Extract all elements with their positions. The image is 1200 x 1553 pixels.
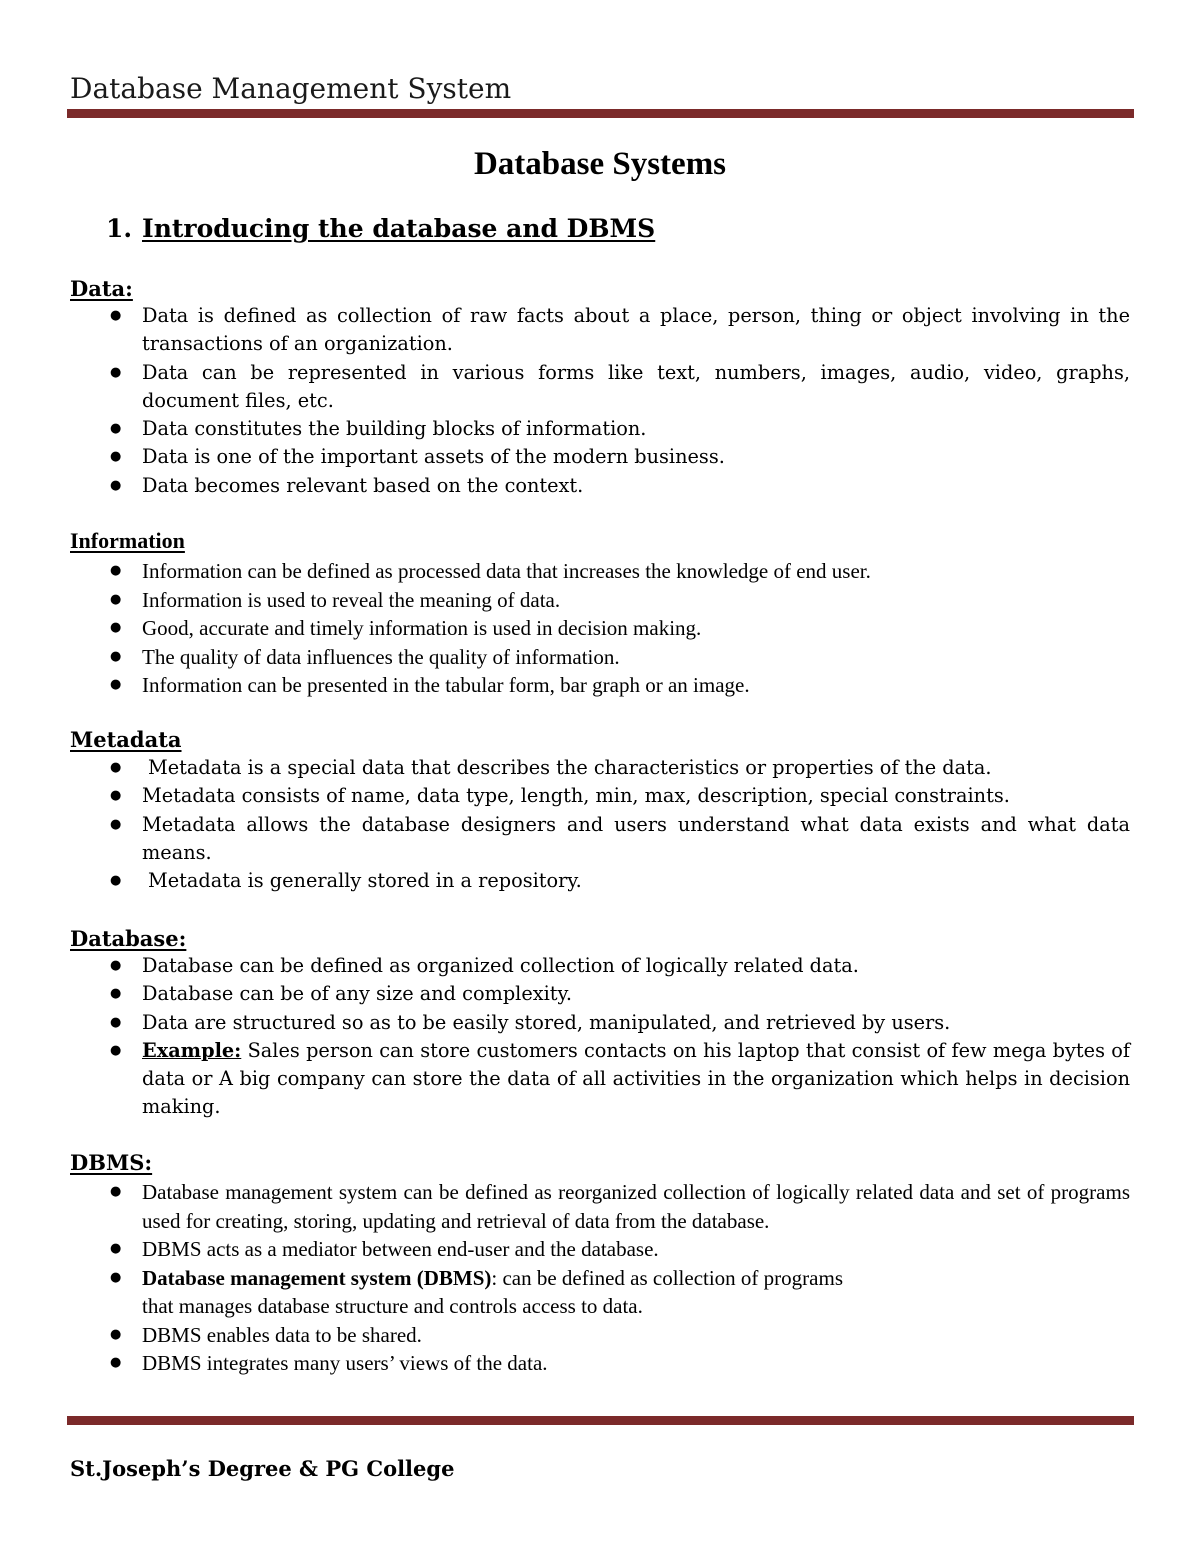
- footer-divider: [67, 1416, 1134, 1425]
- section-number: 1.: [106, 214, 133, 243]
- list-item: ● The quality of data influences the quality of information.: [110, 643, 1130, 672]
- example-label: Example:: [142, 1038, 242, 1062]
- list-item: ● Database can be of any size and complexity.: [110, 980, 1130, 1008]
- list-item: ● Data constitutes the building blocks of information.: [110, 415, 1130, 443]
- list-item: ● Data are structured so as to be easily stored, manipulated, and retrieved by users.: [110, 1009, 1130, 1037]
- list-item-text: Metadata is a special data that describes the characteristics or properties of the data.: [148, 756, 992, 779]
- list-item: ● Database management system can be defined as reorganized collection of logically related data and set of programs used for creating, storing, updating and retrieval of data from the database.: [110, 1178, 1130, 1235]
- dbms-definition-line2: that manages database structure and controls access to data.: [142, 1294, 643, 1318]
- list-item: ● Data is one of the important assets of the modern business.: [110, 443, 1130, 471]
- list-item: ● Data becomes relevant based on the context.: [110, 472, 1130, 500]
- database-list: [110, 952, 1130, 1122]
- example-text: Sales person can store customers contacts on his laptop that consist of few mega bytes of data or A big company can store the data of all activities in the organization which helps in decision making.: [142, 1038, 1130, 1119]
- list-item: ● Good, accurate and timely information is used in decision making.: [110, 614, 1130, 643]
- footer-text: St.Joseph’s Degree & PG College: [70, 1456, 455, 1481]
- dbms-bold-term: Database management system (DBMS): [142, 1265, 492, 1290]
- list-item: ● DBMS enables data to be shared.: [110, 1321, 1130, 1350]
- data-heading: Data:: [70, 276, 133, 301]
- list-item: ● Database can be defined as organized collection of logically related data.: [110, 952, 1130, 980]
- section-title: Introducing the database and DBMS: [142, 214, 656, 243]
- list-item: ● DBMS acts as a mediator between end-user and the database.: [110, 1235, 1130, 1264]
- information-heading: Information: [70, 528, 185, 553]
- list-item: [110, 867, 1130, 895]
- dbms-heading: DBMS:: [70, 1150, 153, 1175]
- list-item: ● Information can be defined as processed data that increases the knowledge of end user.: [110, 557, 1130, 586]
- dbms-list: [110, 1178, 1130, 1378]
- list-item-text: Metadata is generally stored in a repository.: [148, 869, 582, 893]
- list-item: [110, 754, 1130, 782]
- information-list: [110, 557, 1130, 700]
- section-heading: [106, 214, 655, 243]
- list-item: ● Information is used to reveal the meaning of data.: [110, 586, 1130, 615]
- dbms-definition-line1: : can be defined as collection of programs: [491, 1265, 843, 1290]
- metadata-list: [110, 754, 1130, 895]
- list-item: ● Data is defined as collection of raw facts about a place, person, thing or object involving in the transactions of an organization.: [110, 302, 1130, 359]
- data-list: [110, 302, 1130, 500]
- metadata-heading: Metadata: [70, 727, 182, 752]
- database-heading: Database:: [70, 926, 187, 951]
- list-item: ● Metadata consists of name, data type, length, min, max, description, special constraints.: [110, 782, 1130, 810]
- list-item: ● Information can be presented in the tabular form, bar graph or an image.: [110, 671, 1130, 700]
- list-item: [110, 1264, 1130, 1321]
- list-item: ● Metadata allows the database designers and users understand what data exists and what data means.: [110, 811, 1130, 868]
- list-item: ● DBMS integrates many users’ views of the data.: [110, 1349, 1130, 1378]
- list-item: [110, 1037, 1130, 1122]
- page-header-title: Database Management System: [70, 72, 512, 105]
- list-item: ● Data can be represented in various forms like text, numbers, images, audio, video, graphs, document files, etc.: [110, 359, 1130, 416]
- document-title: Database Systems: [473, 146, 727, 182]
- header-divider: [67, 109, 1134, 118]
